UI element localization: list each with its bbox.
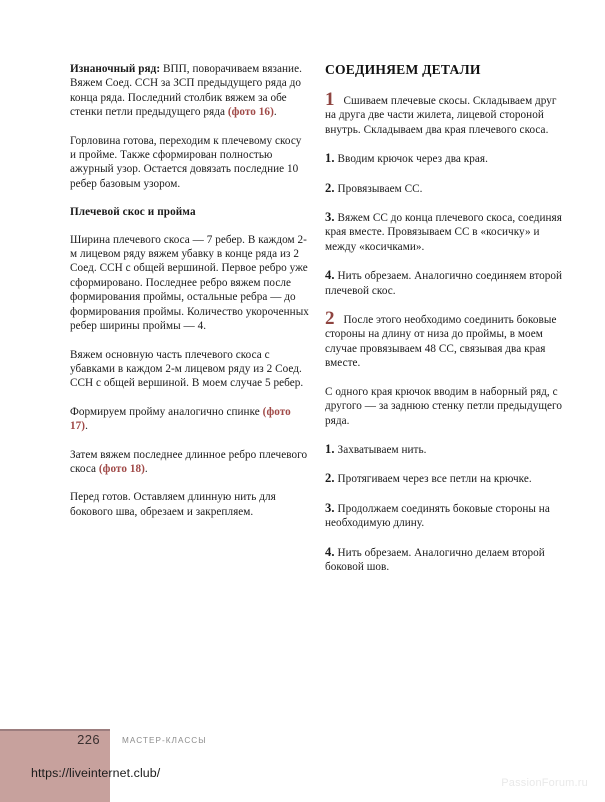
page-number: 226 [77,732,100,747]
substep-number: 2. [325,471,335,486]
substep-b-1 [325,442,565,457]
substep-number: 4. [325,544,335,559]
paragraph-main-slope: Вяжем основную часть плечевого скоса с убавками в каждом 2-м лицевом ряду из 2 Соед. ССН с общей вершиной. В моем случае 5 ребер. [70,348,304,390]
substep-text: Вводим крючок через два края. [337,153,488,166]
photo-reference-16: (фото 16) [227,106,274,119]
substep-text: Протягиваем через все петли на крючке. [337,473,532,486]
paragraph-tail: . [144,462,148,475]
paragraph-tail: . [85,420,88,433]
substep-a-2 [325,181,565,196]
substep-number: 3. [325,210,335,225]
section-title-joining-parts: СОЕДИНЯЕМ ДЕТАЛИ [325,62,481,77]
paragraph-slope-width: Ширина плечевого скоса — 7 ребер. В каждом 2-м лицевом ряду вяжем убавку в конце ряда из 2 Соед. ССН с общей вершиной. Первое ребро уже сформировано. Последнее ребро вяжем после формирования проймы, остальные ребра — до формирования проймы. Количество укороченных ребер ширины проймы — 4. [70,233,309,333]
substep-a-1 [325,151,565,166]
paragraph-armhole [70,405,310,434]
substep-b-4 [325,545,565,575]
substep-text: Провязываем СС. [337,182,423,195]
source-url-text: https://liveinternet.club/ [31,766,161,780]
major-step-1 [325,89,565,137]
subheading-shoulder-slope: Плечевой скос и пройма [70,206,196,219]
substep-a-3 [325,210,565,254]
paragraph-tail: . [273,106,277,119]
substep-text: Вяжем СС до конца плечевого скоса, соединяя края вместе. Провязываем СС в «косичку» и между «косичками». [325,212,562,253]
substep-text: Нить обрезаем. Аналогично соединяем второй плечевой скос. [325,270,563,297]
substep-number: 3. [325,500,335,515]
major-step-2 [325,308,565,371]
substep-b-3 [325,501,565,531]
photo-reference-18: (фото 18) [98,462,145,475]
left-text-column [70,62,310,519]
paragraph-body: Затем вяжем последнее длинное ребро плечевого скоса [70,448,308,475]
major-step-body: Сшиваем плечевые скосы. Складываем друг на друга две части жилета, лицевой стороной внутрь. Складываем два края плечевого скоса. [325,95,557,136]
paragraph-reverse-row [70,62,310,120]
paragraph-front-finished: Перед готов. Оставляем длинную нить для бокового шва, обрезаем и закрепляем. [70,491,276,518]
paragraph-last-rib [70,448,310,477]
major-step-number: 2 [325,308,335,330]
substep-number: 1. [325,151,335,166]
substep-b-2 [325,471,565,486]
paragraph-body: ВПП, поворачиваем вязание. Вяжем Соед. ССН за ЗСП предыдущего ряда до конца ряда. Последний столбик вяжем за обе стенки петли предыдущего ряда [70,63,302,119]
watermark-text: PassionForum.ru [501,777,588,789]
substep-number: 1. [325,441,335,456]
paragraph-lead-in: Изнаночный ряд: [70,63,161,75]
paragraph-body: Формируем пройму аналогично спинке [70,405,263,418]
substep-text: Нить обрезаем. Аналогично делаем второй боковой шов. [325,546,545,573]
substep-number: 2. [325,180,335,195]
photo-reference-17: (фото 17) [70,405,291,433]
substep-number: 4. [325,268,335,283]
paragraph-neckline-done: Горловина готова, переходим к плечевому скосу и пройме. Также сформирован полностью ажурный узор. Остается довязать последние 10 ребер базовым узором. [70,134,302,190]
right-text-column [325,62,565,574]
substep-text: Захватываем нить. [337,443,427,456]
major-step-number: 1 [325,89,335,110]
major-step-body: После этого необходимо соединить боковые стороны на длину от низа до проймы, в моем случае провязываем 48 СС, связывая два края вместе. [325,314,557,370]
paragraph-step2-note: С одного края крючок вводим в наборный ряд, с другого — за заднюю стенку петли предыдущего ряда. [325,385,563,427]
substep-a-4 [325,268,565,298]
substep-text: Продолжаем соединять боковые стороны на необходимую длину. [325,502,550,530]
footer-section-label: МАСТЕР-КЛАССЫ [122,736,207,745]
